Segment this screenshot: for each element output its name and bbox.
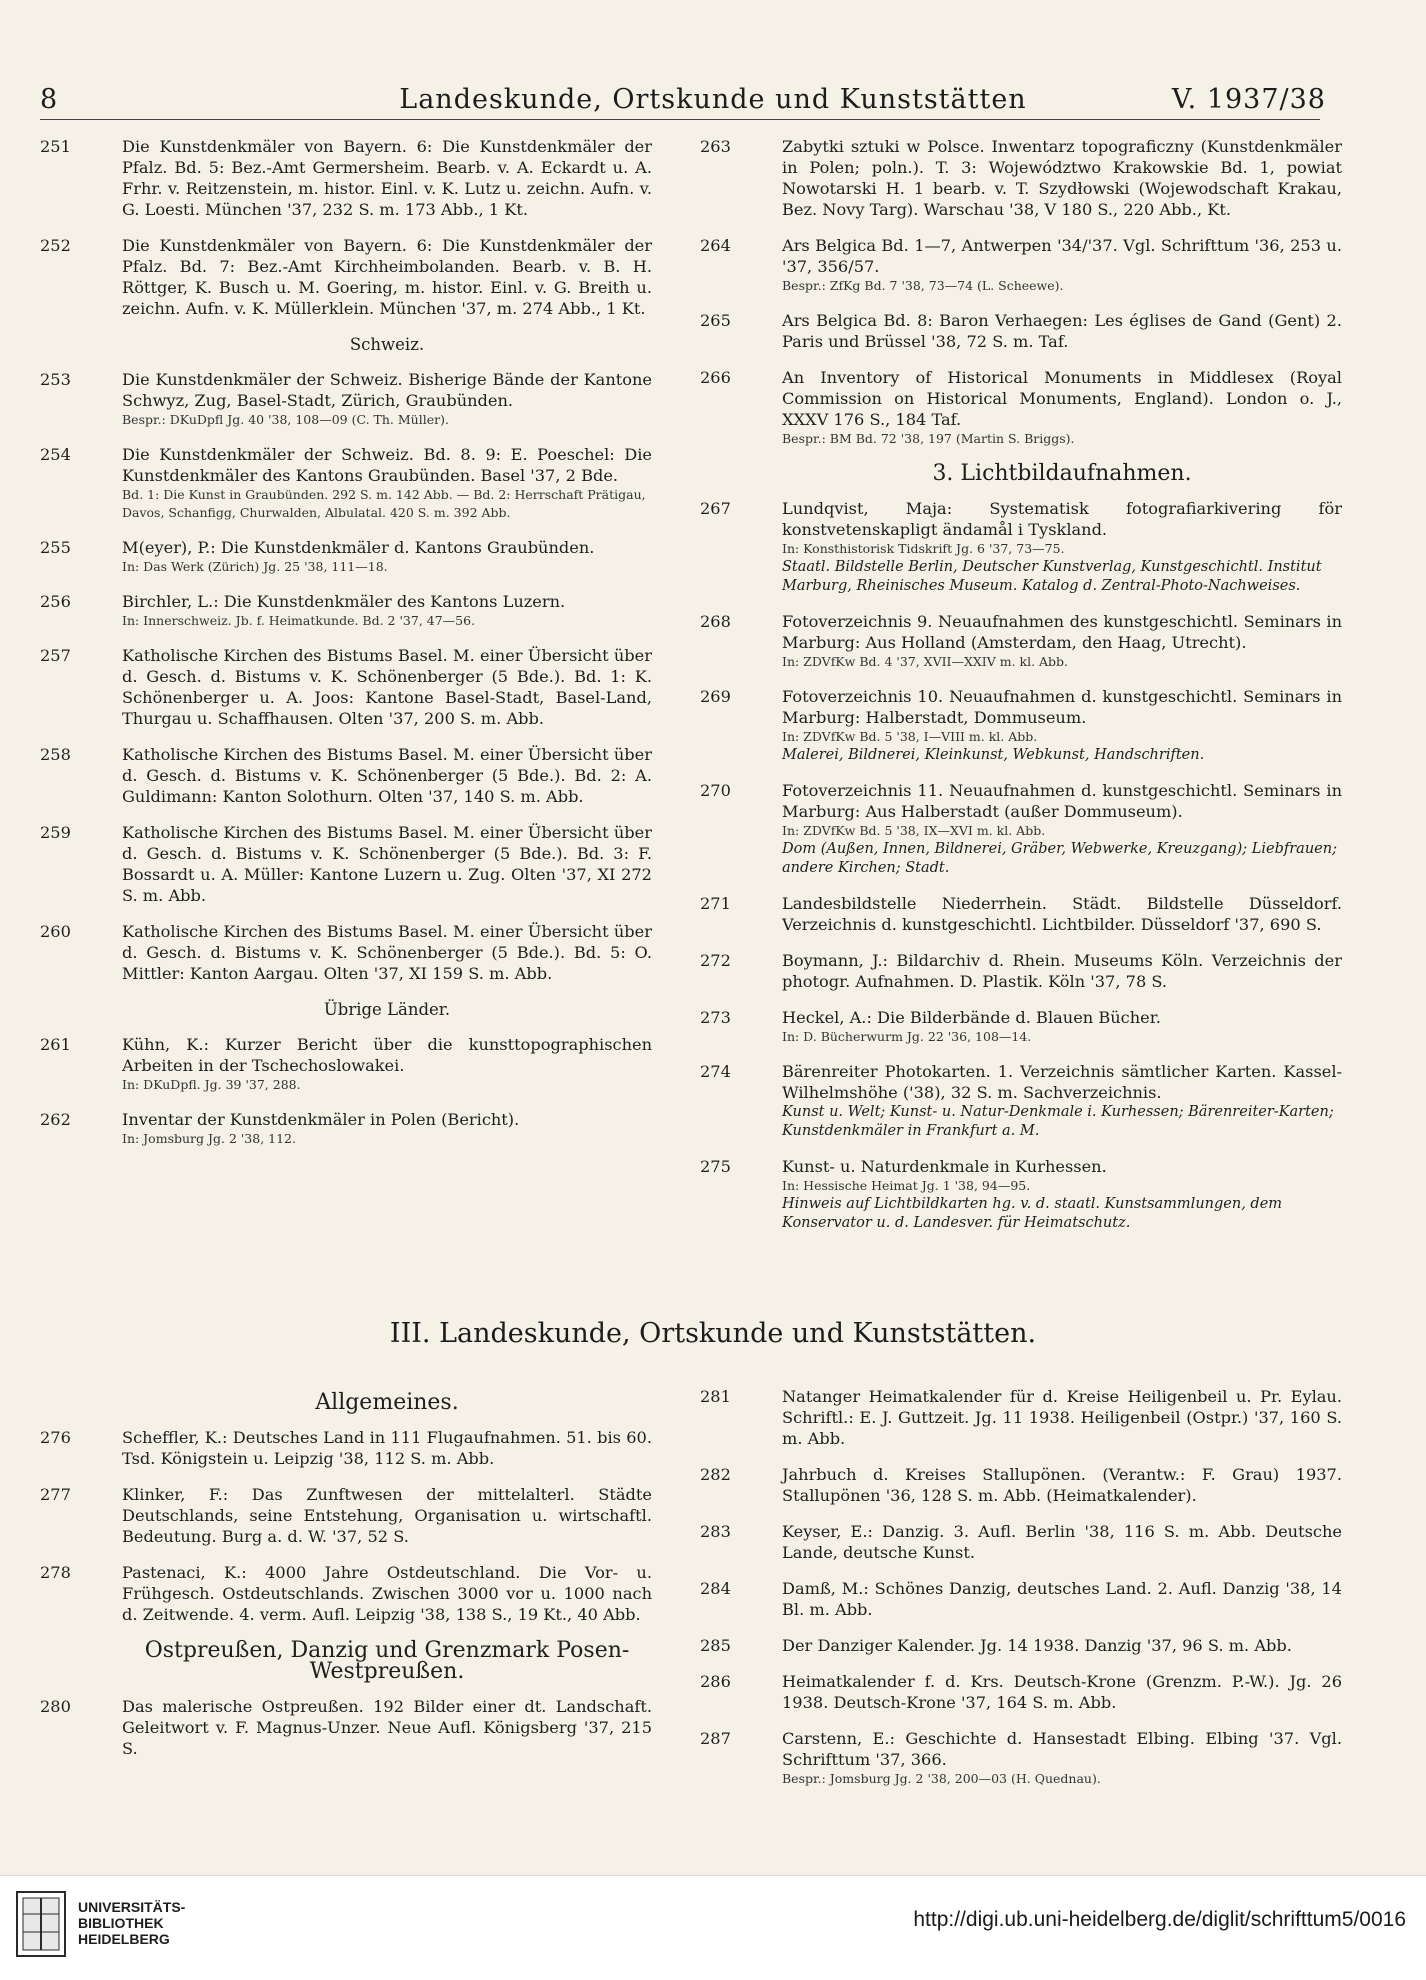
entry-reference: Bespr.: ZfKg Bd. 7 '38, 73—74 (L. Scheewe). <box>782 278 1064 293</box>
entry-number: 262 <box>40 1110 71 1129</box>
bibliography-entry <box>700 1464 1342 1506</box>
bibliography-entry <box>700 235 1342 295</box>
bibliography-entry <box>700 1007 1342 1046</box>
bibliography-entry <box>700 611 1342 671</box>
bibliography-entry <box>40 822 652 906</box>
entry-reference: Bespr.: DKuDpfl Jg. 40 '38, 108—09 (C. Th. Müller). <box>122 412 449 427</box>
entry-text: Der Danziger Kalender. Jg. 14 1938. Danzig '37, 96 S. m. Abb. <box>782 1636 1292 1655</box>
entry-text: Katholische Kirchen des Bistums Basel. M. einer Übersicht über d. Gesch. d. Bistums v. K. Schönenberger (5 Bde.). Bd. 3: F. Bossardt u. A. Müller: Kantone Luzern u. Zug. Olten '37, XI 272 S. m. Abb. <box>122 823 652 905</box>
bibliography-entry <box>40 921 652 984</box>
entry-number: 269 <box>700 687 731 706</box>
entry-reference: In: Konsthistorisk Tidskrift Jg. 6 '37, 73—75. <box>782 541 1065 556</box>
entry-text: Die Kunstdenkmäler von Bayern. 6: Die Kunstdenkmäler der Pfalz. Bd. 5: Bez.-Amt Germersheim. Bearb. v. A. Eckardt u. A. Frhr. v. Reitzenstein, m. histor. Einl. v. K. Lutz u. zeichn. Aufn. v. G. Loesti. München '37, 232 S. m. 173 Abb., 1 Kt. <box>122 137 652 219</box>
bibliography-entry <box>700 136 1342 220</box>
entry-reference: Bespr.: BM Bd. 72 '38, 197 (Martin S. Briggs). <box>782 431 1075 446</box>
entry-number: 281 <box>700 1387 731 1406</box>
entry-number: 266 <box>700 368 731 387</box>
entry-number: 276 <box>40 1428 71 1447</box>
entry-number: 282 <box>700 1465 731 1484</box>
entry-number: 253 <box>40 370 71 389</box>
entry-text: Ars Belgica Bd. 8: Baron Verhaegen: Les églises de Gand (Gent) 2. Paris und Brüssel '38, 72 S. m. Taf. <box>782 311 1342 351</box>
entry-reference: Bespr.: Jomsburg Jg. 2 '38, 200—03 (H. Quednau). <box>782 1771 1101 1786</box>
subsection-heading: Schweiz. <box>349 335 425 354</box>
entry-text: Heimatkalender f. d. Krs. Deutsch-Krone (Grenzm. P.-W.). Jg. 26 1938. Deutsch-Krone '37, 164 S. m. Abb. <box>782 1672 1342 1712</box>
bibliography-entry <box>40 444 652 522</box>
entry-number: 256 <box>40 592 71 611</box>
entry-number: 270 <box>700 781 731 800</box>
bibliography-entry <box>40 1562 652 1625</box>
page-number: 8 <box>40 84 59 115</box>
entry-text: Die Kunstdenkmäler der Schweiz. Bd. 8. 9: E. Poeschel: Die Kunstdenkmäler des Kantons Graubünden. Basel '37, 2 Bde. <box>122 445 652 485</box>
footer-bar <box>0 1875 1426 1980</box>
entry-reference: In: Jomsburg Jg. 2 '38, 112. <box>122 1131 296 1146</box>
bibliography-entry <box>40 1034 652 1094</box>
entry-number: 286 <box>700 1672 731 1691</box>
entry-number: 284 <box>700 1579 731 1598</box>
entry-text: Lundqvist, Maja: Systematisk fotografiarkivering för konstvetenskapligt ändamål i Tyskland. <box>782 499 1342 539</box>
volume-label: V. 1937/38 <box>1171 84 1326 115</box>
entry-text: Katholische Kirchen des Bistums Basel. M. einer Übersicht über d. Gesch. d. Bistums v. K. Schönenberger (5 Bde.). Bd. 5: O. Mittler: Kanton Aargau. Olten '37, XI 159 S. m. Abb. <box>122 922 652 983</box>
entry-text: Fotoverzeichnis 10. Neuaufnahmen d. kunstgeschichtl. Seminars in Marburg: Halberstadt, Dommuseum. <box>782 687 1342 727</box>
bibliography-entry <box>700 1578 1342 1620</box>
section-main-title: III. Landeskunde, Ortskunde und Kunststätten. <box>389 1318 1037 1349</box>
section-heading: Allgemeines. <box>315 1390 459 1415</box>
entry-number: 273 <box>700 1008 731 1027</box>
bibliography-entry <box>40 744 652 807</box>
entry-number: 278 <box>40 1563 71 1582</box>
entry-number: 254 <box>40 445 71 464</box>
bibliography-entry <box>700 950 1342 992</box>
bibliography-entry <box>40 235 652 319</box>
library-logo-icon <box>14 1890 68 1960</box>
entry-text: Pastenaci, K.: 4000 Jahre Ostdeutschland. Die Vor- u. Frühgesch. Ostdeutschlands. Zwischen 3000 vor u. 1000 nach d. Zeitwende. 4. verm. Aufl. Leipzig '38, 138 S., 19 Kt., 40 Abb. <box>122 1563 652 1624</box>
bibliography-entry <box>700 1156 1342 1233</box>
entry-reference: In: ZDVfKw Bd. 5 '38, IX—XVI m. kl. Abb. <box>782 823 1046 838</box>
left-column-bottom <box>40 1380 652 1774</box>
bibliography-entry <box>700 780 1342 878</box>
entry-number: 272 <box>700 951 731 970</box>
entry-number: 261 <box>40 1035 71 1054</box>
bibliography-entry <box>700 1728 1342 1788</box>
entry-number: 259 <box>40 823 71 842</box>
entry-reference: In: ZDVfKw Bd. 5 '38, I—VIII m. kl. Abb. <box>782 729 1038 744</box>
entry-text: Katholische Kirchen des Bistums Basel. M. einer Übersicht über d. Gesch. d. Bistums v. K. Schönenberger (5 Bde.). Bd. 1: K. Schönenberger u. A. Joos: Kantone Basel-Stadt, Basel-Land, Thurgau u. Schaffhausen. Olten '37, 200 S. m. Abb. <box>122 646 652 728</box>
entry-text: Ars Belgica Bd. 1—7, Antwerpen '34/'37. Vgl. Schrifttum '36, 253 u. '37, 356/57. <box>782 236 1342 276</box>
entry-text: Natanger Heimatkalender für d. Kreise Heiligenbeil u. Pr. Eylau. Schriftl.: E. J. Guttzeit. Jg. 11 1938. Heiligenbeil (Ostpr.) '37, 160 S. m. Abb. <box>782 1387 1342 1448</box>
entry-text: Fotoverzeichnis 9. Neuaufnahmen des kunstgeschichtl. Seminars in Marburg: Aus Holland (Amsterdam, den Haag, Utrecht). <box>782 612 1342 652</box>
entry-text: Carstenn, E.: Geschichte d. Hansestadt Elbing. Elbing '37. Vgl. Schrifttum '37, 366. <box>782 1729 1342 1769</box>
bibliography-entry <box>700 1671 1342 1713</box>
bibliography-entry <box>40 1696 652 1759</box>
entry-note: Dom (Außen, Innen, Bildnerei, Gräber, Webwerke, Kreuzgang); Liebfrauen; andere Kirchen; Stadt. <box>782 841 1337 876</box>
bibliography-entry <box>40 1427 652 1469</box>
entry-number: 265 <box>700 311 731 330</box>
entry-text: Kunst- u. Naturdenkmale in Kurhessen. <box>782 1157 1107 1176</box>
entry-reference: In: DKuDpfl. Jg. 39 '37, 288. <box>122 1077 301 1092</box>
right-column-top <box>700 136 1342 1248</box>
header-rule <box>40 119 1320 120</box>
bibliography-entry <box>700 367 1342 448</box>
entry-text: Zabytki sztuki w Polsce. Inwentarz topograficzny (Kunstdenkmäler in Polen; poln.). T. 3: Województwo Krakowskie Bd. 1, powiat Nowotarski H. 1 bearb. v. T. Szydłowski (Wojewodschaft Krakau, Bez. Novy Targ). Warschau '38, V 180 S., 220 Abb., Kt. <box>782 137 1342 219</box>
bibliography-entry <box>700 1635 1342 1656</box>
entry-text: Inventar der Kunstdenkmäler in Polen (Bericht). <box>122 1110 520 1129</box>
entry-number: 268 <box>700 612 731 631</box>
bibliography-entry <box>40 369 652 429</box>
entry-text: Birchler, L.: Die Kunstdenkmäler des Kantons Luzern. <box>122 592 566 611</box>
bibliography-entry <box>40 1109 652 1148</box>
entry-reference: In: Das Werk (Zürich) Jg. 25 '38, 111—18. <box>122 559 388 574</box>
entry-text: Keyser, E.: Danzig. 3. Aufl. Berlin '38, 116 S. m. Abb. Deutsche Lande, deutsche Kunst. <box>782 1522 1342 1562</box>
entry-text: Jahrbuch d. Kreises Stallupönen. (Verantw.: F. Grau) 1937. Stallupönen '36, 128 S. m. Abb. (Heimatkalender). <box>782 1465 1342 1505</box>
entry-number: 263 <box>700 137 731 156</box>
entry-text: Die Kunstdenkmäler der Schweiz. Bisherige Bände der Kantone Schwyz, Zug, Basel-Stadt, Zürich, Graubünden. <box>122 370 652 410</box>
bibliography-entry <box>40 591 652 630</box>
bibliography-entry <box>40 537 652 576</box>
entry-text: Heckel, A.: Die Bilderbände d. Blauen Bücher. <box>782 1008 1161 1027</box>
entry-number: 287 <box>700 1729 731 1748</box>
entry-number: 267 <box>700 499 731 518</box>
entry-note: Malerei, Bildnerei, Kleinkunst, Webkunst, Handschriften. <box>782 747 1205 763</box>
bibliography-entry <box>700 310 1342 352</box>
entry-number: 275 <box>700 1157 731 1176</box>
entry-text: Damß, M.: Schönes Danzig, deutsches Land. 2. Aufl. Danzig '38, 14 Bl. m. Abb. <box>782 1579 1342 1619</box>
entry-number: 264 <box>700 236 731 255</box>
entry-number: 258 <box>40 745 71 764</box>
entry-number: 255 <box>40 538 71 557</box>
entry-reference: Bd. 1: Die Kunst in Graubünden. 292 S. m. 142 Abb. — Bd. 2: Herrschaft Prätigau, Davos, Schanfigg, Churwalden, Albulatal. 420 S. m. 392 Abb. <box>122 487 646 520</box>
entry-text: Das malerische Ostpreußen. 192 Bilder einer dt. Landschaft. Geleitwort v. F. Magnus-Unzer. Neue Aufl. Königsberg '37, 215 S. <box>122 1697 652 1758</box>
entry-text: Fotoverzeichnis 11. Neuaufnahmen d. kunstgeschichtl. Seminars in Marburg: Aus Halberstadt (außer Dommuseum). <box>782 781 1342 821</box>
entry-number: 260 <box>40 922 71 941</box>
library-name: UNIVERSITÄTS- BIBLIOTHEK HEIDELBERG <box>78 1899 186 1947</box>
entry-text: An Inventory of Historical Monuments in Middlesex (Royal Commission on Historical Monuments, England). London o. J., XXXV 176 S., 184 Taf. <box>782 368 1342 429</box>
bibliography-entry <box>40 136 652 220</box>
running-title: Landeskunde, Ortskunde und Kunststätten <box>399 84 1027 115</box>
entry-text: Die Kunstdenkmäler von Bayern. 6: Die Kunstdenkmäler der Pfalz. Bd. 7: Bez.-Amt Kirchheimbolanden. Bearb. v. B. H. Röttger, K. Busch u. M. Goering, m. histor. Einl. v. G. Breith u. zeichn. Aufn. v. K. Müllerklein. München '37, m. 274 Abb., 1 Kt. <box>122 236 652 318</box>
entry-text: Boymann, J.: Bildarchiv d. Rhein. Museums Köln. Verzeichnis der photogr. Aufnahmen. D. Plastik. Köln '37, 78 S. <box>782 951 1342 991</box>
entry-note: Kunst u. Welt; Kunst- u. Natur-Denkmale i. Kurhessen; Bärenreiter-Karten; Kunstdenkmäler in Frankfurt a. M. <box>782 1104 1334 1139</box>
entry-number: 274 <box>700 1062 731 1081</box>
entry-text: M(eyer), P.: Die Kunstdenkmäler d. Kantons Graubünden. <box>122 538 595 557</box>
entry-text: Katholische Kirchen des Bistums Basel. M. einer Übersicht über d. Gesch. d. Bistums v. K. Schönenberger (5 Bde.). Bd. 2: A. Guldimann: Kanton Solothurn. Olten '37, 140 S. m. Abb. <box>122 745 652 806</box>
bibliography-entry <box>700 1061 1342 1141</box>
section-heading: Ostpreußen, Danzig und Grenzmark Posen-Westpreußen. <box>144 1638 630 1684</box>
subsection-heading: Übrige Länder. <box>323 1000 451 1019</box>
section-heading: 3. Lichtbildaufnahmen. <box>932 461 1192 486</box>
entry-number: 283 <box>700 1522 731 1541</box>
bibliography-entry <box>700 498 1342 596</box>
entry-reference: In: Innerschweiz. Jb. f. Heimatkunde. Bd. 2 '37, 47—56. <box>122 613 476 628</box>
entry-note: Hinweis auf Lichtbildkarten hg. v. d. staatl. Kunstsammlungen, dem Konservator u. d. Landesver. für Heimatschutz. <box>782 1196 1283 1231</box>
entry-number: 277 <box>40 1485 71 1504</box>
bibliography-entry <box>700 893 1342 935</box>
entry-number: 252 <box>40 236 71 255</box>
right-column-bottom <box>700 1386 1342 1803</box>
source-url-link[interactable]: http://digi.ub.uni-heidelberg.de/diglit/schrifttum5/0016 <box>913 1908 1406 1931</box>
entry-number: 280 <box>40 1697 71 1716</box>
entry-number: 257 <box>40 646 71 665</box>
entry-text: Klinker, F.: Das Zunftwesen der mittelalterl. Städte Deutschlands, seine Entstehung, Organisation u. wirtschaftl. Bedeutung. Burg a. d. W. '37, 52 S. <box>122 1485 652 1546</box>
entry-note: Staatl. Bildstelle Berlin, Deutscher Kunstverlag, Kunstgeschichtl. Institut Marburg, Rheinisches Museum. Katalog d. Zentral-Photo-Nachweises. <box>782 559 1322 594</box>
entry-text: Landesbildstelle Niederrhein. Städt. Bildstelle Düsseldorf. Verzeichnis d. kunstgeschichtl. Lichtbilder. Düsseldorf '37, 690 S. <box>782 894 1342 934</box>
entry-text: Bärenreiter Photokarten. 1. Verzeichnis sämtlicher Karten. Kassel-Wilhelmshöhe ('38), 32 S. m. Sachverzeichnis. <box>782 1062 1342 1102</box>
entry-number: 271 <box>700 894 731 913</box>
entry-reference: In: D. Bücherwurm Jg. 22 '36, 108—14. <box>782 1029 1032 1044</box>
bibliography-entry <box>700 1386 1342 1449</box>
bibliography-entry <box>700 686 1342 765</box>
bibliography-entry <box>40 1484 652 1547</box>
entry-number: 285 <box>700 1636 731 1655</box>
entry-text: Scheffler, K.: Deutsches Land in 111 Flugaufnahmen. 51. bis 60. Tsd. Königstein u. Leipzig '38, 112 S. m. Abb. <box>122 1428 652 1468</box>
bibliography-entry <box>700 1521 1342 1563</box>
bibliography-entry <box>40 645 652 729</box>
entry-number: 251 <box>40 137 71 156</box>
entry-reference: In: ZDVfKw Bd. 4 '37, XVII—XXIV m. kl. Abb. <box>782 654 1069 669</box>
entry-reference: In: Hessische Heimat Jg. 1 '38, 94—95. <box>782 1178 1031 1193</box>
left-column-top <box>40 136 652 1163</box>
entry-text: Kühn, K.: Kurzer Bericht über die kunsttopographischen Arbeiten in der Tschechoslowakei. <box>122 1035 652 1075</box>
